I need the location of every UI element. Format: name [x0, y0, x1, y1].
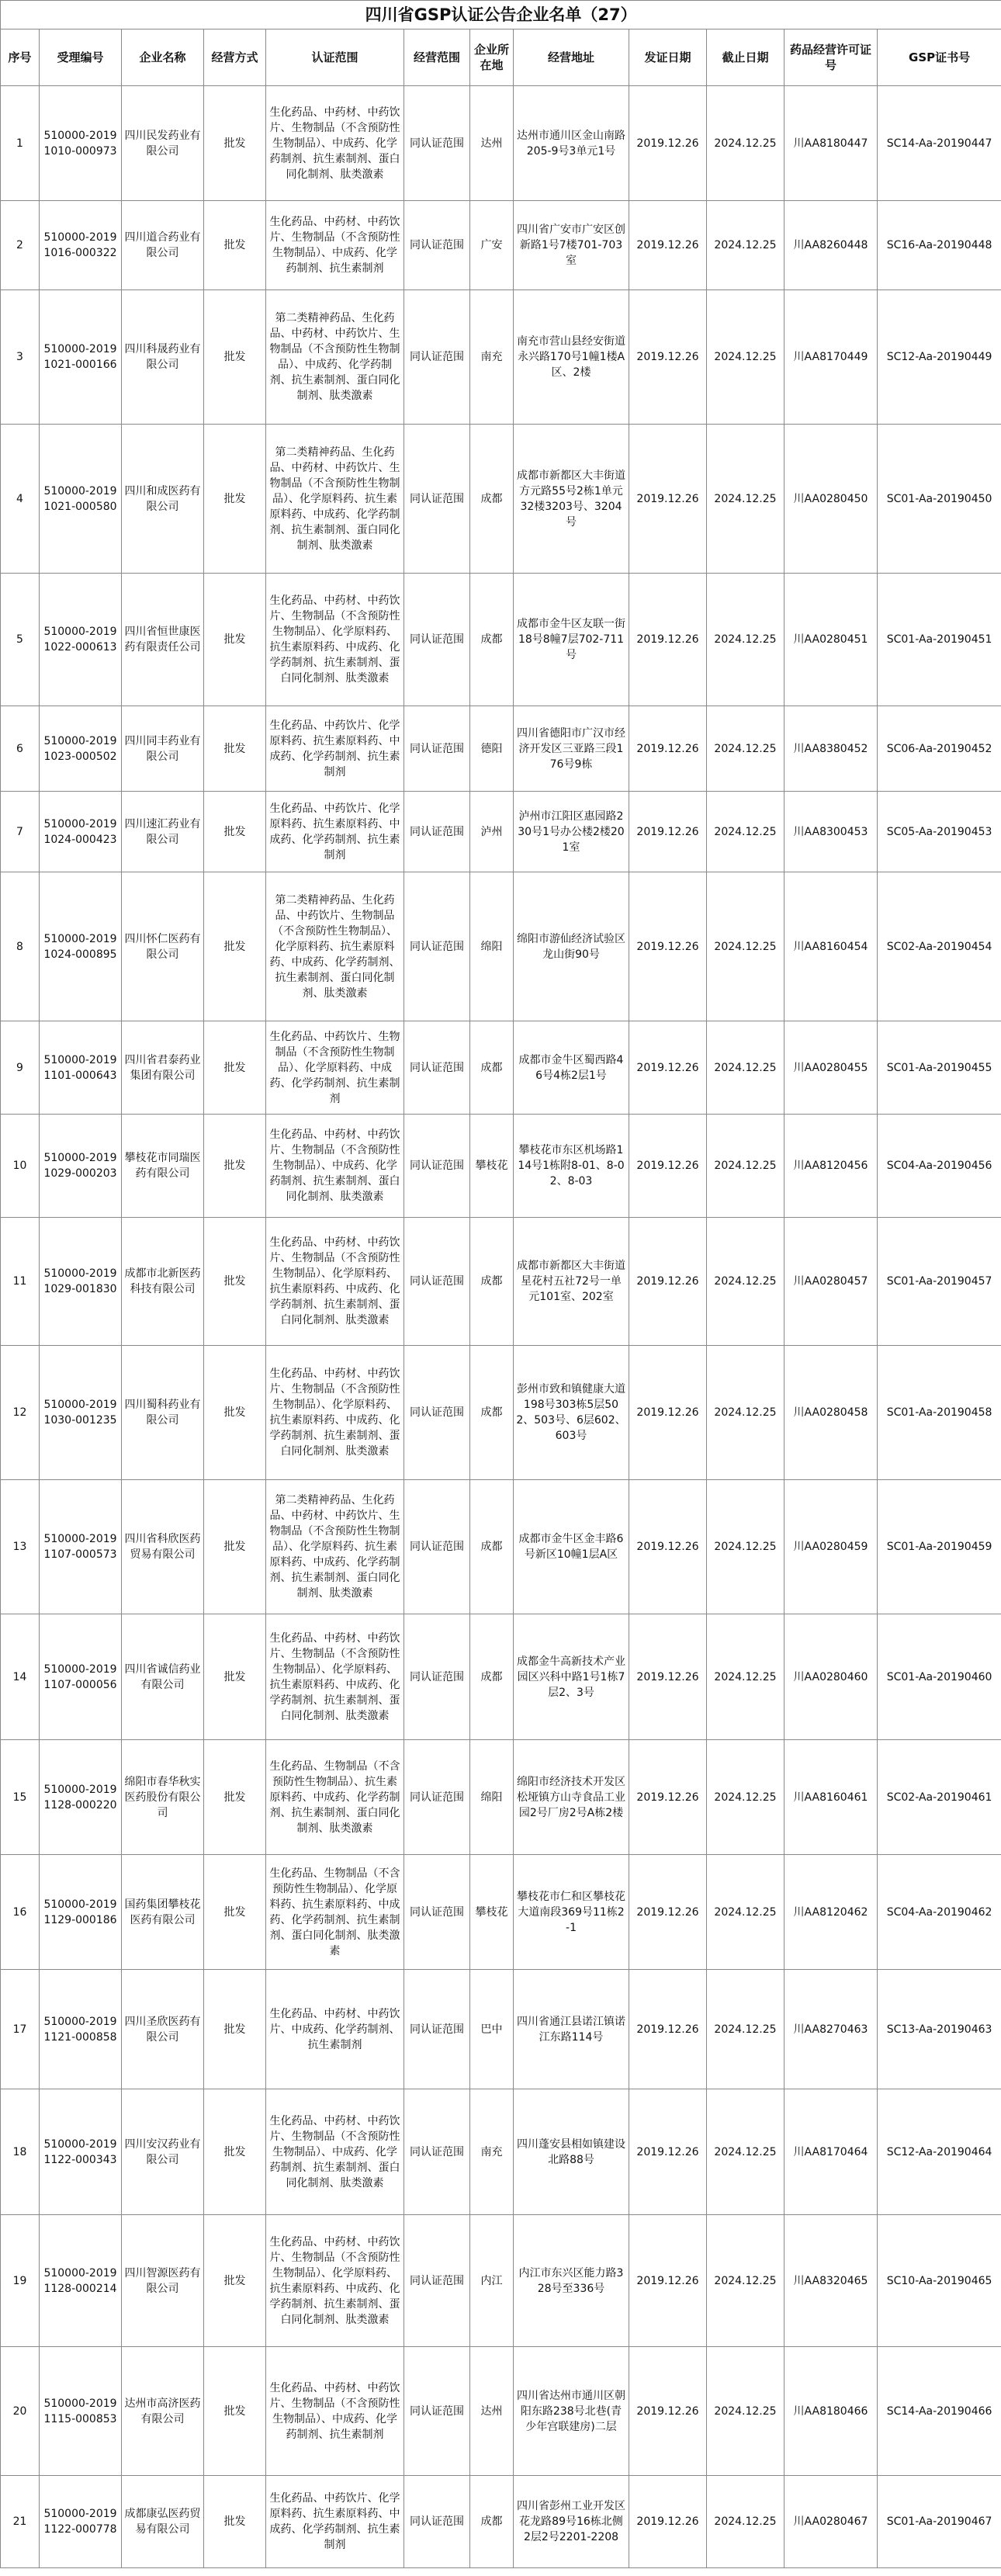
cell-address: 四川蓬安县相如镇建设北路88号 [514, 2089, 629, 2215]
cell-cert-scope: 生化药品、中药饮片、化学原料药、抗生素原料药、中成药、化学药制剂、抗生素制剂 [266, 792, 404, 872]
cell-accept-no: 510000-20191029-001830 [40, 1218, 122, 1346]
cell-city: 泸州 [470, 792, 514, 872]
cell-biz-scope: 同认证范围 [404, 1855, 470, 1970]
cell-biz-scope: 同认证范围 [404, 1970, 470, 2089]
cell-gsp-no: SC04-Aa-20190462 [878, 1855, 1001, 1970]
cell-accept-no: 510000-20191115-000853 [40, 2347, 122, 2476]
cell-city: 绵阳 [470, 872, 514, 1021]
table-row [1, 1115, 1001, 1218]
cell-no: 3 [1, 290, 40, 425]
cell-gsp-no: SC16-Aa-20190448 [878, 201, 1001, 290]
table-row [1, 872, 1001, 1021]
cell-cert-scope: 生化药品、生物制品（不含预防性生物制品）、化学原料药、抗生素原料药、中成药、化学药制剂、抗生素制剂、蛋白同化制剂、肽类激素 [266, 1855, 404, 1970]
cell-cert-scope: 生化药品、中药材、中药饮片、生物制品（不含预防性生物制品）、化学原料药、抗生素原料药、中成药、化学药制剂、抗生素制剂、蛋白同化制剂、肽类激素 [266, 1218, 404, 1346]
cell-mode: 批发 [204, 201, 266, 290]
cell-address: 泸州市江阳区惠园路230号1号办公楼2楼201室 [514, 792, 629, 872]
cell-biz-scope: 同认证范围 [404, 201, 470, 290]
cell-biz-scope: 同认证范围 [404, 1021, 470, 1115]
cell-city: 广安 [470, 201, 514, 290]
cell-address: 攀枝花市仁和区攀枝花大道南段369号11栋2-1 [514, 1855, 629, 1970]
cell-mode: 批发 [204, 706, 266, 792]
cell-cert-scope: 生化药品、中药材、中药饮片、生物制品（不含预防性生物制品）、中成药、化学药制剂、抗生素制剂、蛋白同化制剂、肽类激素 [266, 2089, 404, 2215]
cell-no: 10 [1, 1115, 40, 1218]
cell-biz-scope: 同认证范围 [404, 792, 470, 872]
table-row [1, 1614, 1001, 1740]
cell-license-no: 川AA0280458 [785, 1346, 878, 1480]
cell-company: 四川科晟药业有限公司 [122, 290, 204, 425]
cell-accept-no: 510000-20191121-000858 [40, 1970, 122, 2089]
cell-no: 17 [1, 1970, 40, 2089]
cell-address: 内江市东兴区能力路328号至336号 [514, 2215, 629, 2347]
cell-no: 1 [1, 86, 40, 201]
cell-license-no: 川AA8300453 [785, 792, 878, 872]
table-row [1, 1346, 1001, 1480]
cell-no: 19 [1, 2215, 40, 2347]
cell-address: 四川省通江县诺江镇诺江东路114号 [514, 1970, 629, 2089]
cell-address: 四川省达州市通川区朝阳东路238号北巷(青少年宫联建房)二层 [514, 2347, 629, 2476]
cell-expire-date: 2024.12.25 [707, 706, 785, 792]
cell-company: 四川道合药业有限公司 [122, 201, 204, 290]
cell-no: 18 [1, 2089, 40, 2215]
cell-license-no: 川AA0280450 [785, 425, 878, 574]
cell-no: 9 [1, 1021, 40, 1115]
cell-cert-scope: 生化药品、中药材、中药饮片、生物制品（不含预防性生物制品）、化学原料药、抗生素原料药、中成药、化学药制剂、抗生素制剂、蛋白同化制剂、肽类激素 [266, 1346, 404, 1480]
cell-license-no: 川AA8120456 [785, 1115, 878, 1218]
cell-issue-date: 2019.12.26 [629, 201, 707, 290]
cell-company: 四川安汉药业有限公司 [122, 2089, 204, 2215]
col-header-mode: 经营方式 [204, 29, 266, 86]
cell-license-no: 川AA8170464 [785, 2089, 878, 2215]
cell-expire-date: 2024.12.25 [707, 1855, 785, 1970]
cell-mode: 批发 [204, 2347, 266, 2476]
cell-address: 绵阳市游仙经济试验区龙山街90号 [514, 872, 629, 1021]
cell-issue-date: 2019.12.26 [629, 2215, 707, 2347]
cell-issue-date: 2019.12.26 [629, 574, 707, 706]
cell-city: 成都 [470, 1614, 514, 1740]
cell-biz-scope: 同认证范围 [404, 1346, 470, 1480]
cell-accept-no: 510000-20191024-000895 [40, 872, 122, 1021]
table-title: 四川省GSP认证公告企业名单（27） [1, 1, 1001, 29]
cell-accept-no: 510000-20191128-000220 [40, 1740, 122, 1855]
cell-gsp-no: SC01-Aa-20190467 [878, 2476, 1001, 2568]
cell-address: 达州市通川区金山南路205-9号3单元1号 [514, 86, 629, 201]
cell-mode: 批发 [204, 425, 266, 574]
cell-expire-date: 2024.12.25 [707, 2215, 785, 2347]
table-row [1, 2089, 1001, 2215]
cell-cert-scope: 生化药品、中药饮片、化学原料药、抗生素原料药、中成药、化学药制剂、抗生素制剂 [266, 2476, 404, 2568]
cell-accept-no: 510000-20191101-000643 [40, 1021, 122, 1115]
cell-biz-scope: 同认证范围 [404, 2347, 470, 2476]
cell-mode: 批发 [204, 86, 266, 201]
cell-mode: 批发 [204, 872, 266, 1021]
cell-cert-scope: 第二类精神药品、生化药品、中药饮片、生物制品（不含预防性生物制品）、化学原料药、抗生素原料药、中成药、化学药制剂、抗生素制剂、蛋白同化制剂、肽类激素 [266, 872, 404, 1021]
cell-gsp-no: SC01-Aa-20190455 [878, 1021, 1001, 1115]
cell-company: 国药集团攀枝花医药有限公司 [122, 1855, 204, 1970]
cell-issue-date: 2019.12.26 [629, 2347, 707, 2476]
col-header-no: 序号 [1, 29, 40, 86]
cell-cert-scope: 生化药品、中药材、中药饮片、生物制品（不含预防性生物制品）、中成药、化学药制剂、抗生素制剂、蛋白同化制剂、肽类激素 [266, 86, 404, 201]
cell-gsp-no: SC14-Aa-20190466 [878, 2347, 1001, 2476]
cell-gsp-no: SC01-Aa-20190450 [878, 425, 1001, 574]
cell-expire-date: 2024.12.25 [707, 574, 785, 706]
cell-license-no: 川AA0280455 [785, 1021, 878, 1115]
cell-accept-no: 510000-20191021-000580 [40, 425, 122, 574]
cell-mode: 批发 [204, 1970, 266, 2089]
cell-expire-date: 2024.12.25 [707, 425, 785, 574]
cell-biz-scope: 同认证范围 [404, 872, 470, 1021]
cell-gsp-no: SC13-Aa-20190463 [878, 1970, 1001, 2089]
cell-gsp-no: SC01-Aa-20190457 [878, 1218, 1001, 1346]
cell-no: 13 [1, 1480, 40, 1614]
cell-issue-date: 2019.12.26 [629, 2476, 707, 2568]
cell-license-no: 川AA8120462 [785, 1855, 878, 1970]
cell-expire-date: 2024.12.25 [707, 2347, 785, 2476]
cell-city: 成都 [470, 1021, 514, 1115]
cell-accept-no: 510000-20191024-000423 [40, 792, 122, 872]
cell-cert-scope: 第二类精神药品、生化药品、中药材、中药饮片、生物制品（不含预防性生物制品）、化学原料药、抗生素原料药、中成药、化学药制剂、抗生素制剂、蛋白同化制剂、肽类激素 [266, 425, 404, 574]
cell-city: 达州 [470, 86, 514, 201]
cell-gsp-no: SC02-Aa-20190454 [878, 872, 1001, 1021]
cell-license-no: 川AA0280457 [785, 1218, 878, 1346]
cell-mode: 批发 [204, 2476, 266, 2568]
table-row [1, 2215, 1001, 2347]
cell-address: 南充市营山县经安街道永兴路170号1幢1楼A区、2楼 [514, 290, 629, 425]
col-header-city: 企业所在地 [470, 29, 514, 86]
cell-license-no: 川AA8170449 [785, 290, 878, 425]
cell-company: 绵阳市春华秋实医药股份有限公司 [122, 1740, 204, 1855]
cell-issue-date: 2019.12.26 [629, 86, 707, 201]
table-row [1, 2347, 1001, 2476]
cell-license-no: 川AA8270463 [785, 1970, 878, 2089]
cell-gsp-no: SC02-Aa-20190461 [878, 1740, 1001, 1855]
cell-city: 巴中 [470, 1970, 514, 2089]
cell-mode: 批发 [204, 290, 266, 425]
cell-issue-date: 2019.12.26 [629, 792, 707, 872]
cell-accept-no: 510000-20191030-001235 [40, 1346, 122, 1480]
cell-issue-date: 2019.12.26 [629, 1346, 707, 1480]
cell-issue-date: 2019.12.26 [629, 1021, 707, 1115]
cell-cert-scope: 生化药品、中药材、中药饮片、生物制品（不含预防性生物制品）、化学原料药、抗生素原料药、中成药、化学药制剂、抗生素制剂、蛋白同化制剂、肽类激素 [266, 1614, 404, 1740]
cell-biz-scope: 同认证范围 [404, 290, 470, 425]
cell-no: 6 [1, 706, 40, 792]
table-row [1, 201, 1001, 290]
cell-biz-scope: 同认证范围 [404, 86, 470, 201]
cell-company: 四川蜀科药业有限公司 [122, 1346, 204, 1480]
cell-issue-date: 2019.12.26 [629, 425, 707, 574]
cell-cert-scope: 生化药品、中药材、中药饮片、生物制品（不含预防性生物制品）、中成药、化学药制剂、抗生素制剂 [266, 201, 404, 290]
cell-company: 四川速汇药业有限公司 [122, 792, 204, 872]
cell-city: 绵阳 [470, 1740, 514, 1855]
cell-accept-no: 510000-20191128-000214 [40, 2215, 122, 2347]
cell-biz-scope: 同认证范围 [404, 425, 470, 574]
cell-license-no: 川AA0280467 [785, 2476, 878, 2568]
cell-no: 15 [1, 1740, 40, 1855]
cell-accept-no: 510000-20191016-000322 [40, 201, 122, 290]
table-row [1, 1740, 1001, 1855]
cell-issue-date: 2019.12.26 [629, 872, 707, 1021]
col-header-accept-no: 受理编号 [40, 29, 122, 86]
cell-company: 成都康弘医药贸易有限公司 [122, 2476, 204, 2568]
cell-mode: 批发 [204, 2089, 266, 2215]
col-header-biz-scope: 经营范围 [404, 29, 470, 86]
cell-expire-date: 2024.12.25 [707, 1115, 785, 1218]
col-header-gsp-no: GSP证书号 [878, 29, 1001, 86]
cell-issue-date: 2019.12.26 [629, 1480, 707, 1614]
cell-company: 四川省科欣医药贸易有限公司 [122, 1480, 204, 1614]
cell-issue-date: 2019.12.26 [629, 706, 707, 792]
cell-cert-scope: 生化药品、中药饮片、化学原料药、抗生素原料药、中成药、化学药制剂、抗生素制剂 [266, 706, 404, 792]
table-row [1, 86, 1001, 201]
cell-company: 四川和成医药有限公司 [122, 425, 204, 574]
cell-gsp-no: SC05-Aa-20190453 [878, 792, 1001, 872]
cell-cert-scope: 生化药品、中药材、中药饮片、生物制品（不含预防性生物制品）、化学原料药、抗生素原料药、中成药、化学药制剂、抗生素制剂、蛋白同化制剂、肽类激素 [266, 2215, 404, 2347]
cell-address: 成都市新都区大丰街道星花村五社72号一单元101室、202室 [514, 1218, 629, 1346]
cell-no: 21 [1, 2476, 40, 2568]
cell-biz-scope: 同认证范围 [404, 574, 470, 706]
cell-company: 四川民发药业有限公司 [122, 86, 204, 201]
cell-biz-scope: 同认证范围 [404, 706, 470, 792]
cell-no: 14 [1, 1614, 40, 1740]
table-row [1, 1855, 1001, 1970]
cell-cert-scope: 第二类精神药品、生化药品、中药材、中药饮片、生物制品（不含预防性生物制品）、化学原料药、抗生素原料药、中成药、化学药制剂、抗生素制剂、蛋白同化制剂、肽类激素 [266, 1480, 404, 1614]
cell-no: 11 [1, 1218, 40, 1346]
cell-license-no: 川AA8160461 [785, 1740, 878, 1855]
cell-cert-scope: 生化药品、中药饮片、生物制品（不含预防性生物制品）、化学原料药、中成药、化学药制剂、抗生素制剂 [266, 1021, 404, 1115]
col-header-expire-date: 截止日期 [707, 29, 785, 86]
cell-cert-scope: 生化药品、中药材、中药饮片、生物制品（不含预防性生物制品）、化学原料药、抗生素原料药、中成药、化学药制剂、抗生素制剂、蛋白同化制剂、肽类激素 [266, 574, 404, 706]
cell-expire-date: 2024.12.25 [707, 290, 785, 425]
cell-expire-date: 2024.12.25 [707, 1346, 785, 1480]
cell-accept-no: 510000-20191010-000973 [40, 86, 122, 201]
table-row [1, 1021, 1001, 1115]
cell-accept-no: 510000-20191122-000778 [40, 2476, 122, 2568]
cell-cert-scope: 生化药品、中药材、中药饮片、中成药、化学药制剂、抗生素制剂 [266, 1970, 404, 2089]
cell-address: 成都市金牛区蜀西路46号4栋2层1号 [514, 1021, 629, 1115]
cell-license-no: 川AA0280459 [785, 1480, 878, 1614]
cell-address: 四川省德阳市广汉市经济开发区三亚路三段176号9栋 [514, 706, 629, 792]
cell-issue-date: 2019.12.26 [629, 1614, 707, 1740]
cell-expire-date: 2024.12.25 [707, 792, 785, 872]
cell-mode: 批发 [204, 792, 266, 872]
cell-mode: 批发 [204, 2215, 266, 2347]
cell-mode: 批发 [204, 574, 266, 706]
cell-expire-date: 2024.12.25 [707, 1614, 785, 1740]
cell-address: 成都市新都区大丰街道方元路55号2栋1单元32楼3203号、3204号 [514, 425, 629, 574]
cell-company: 四川智源医药有限公司 [122, 2215, 204, 2347]
cell-city: 成都 [470, 425, 514, 574]
cell-no: 8 [1, 872, 40, 1021]
cell-address: 成都金牛高新技术产业园区兴科中路1号1栋7层2、3号 [514, 1614, 629, 1740]
cell-license-no: 川AA8180447 [785, 86, 878, 201]
cell-cert-scope: 生化药品、中药材、中药饮片、生物制品（不含预防性生物制品）、中成药、化学药制剂、抗生素制剂、蛋白同化制剂、肽类激素 [266, 1115, 404, 1218]
cell-biz-scope: 同认证范围 [404, 2476, 470, 2568]
cell-cert-scope: 第二类精神药品、生化药品、中药材、中药饮片、生物制品（不含预防性生物制品）、中成药、化学药制剂、抗生素制剂、蛋白同化制剂、肽类激素 [266, 290, 404, 425]
cell-expire-date: 2024.12.25 [707, 1218, 785, 1346]
cell-expire-date: 2024.12.25 [707, 2089, 785, 2215]
cell-company: 四川圣欣医药有限公司 [122, 1970, 204, 2089]
cell-city: 德阳 [470, 706, 514, 792]
col-header-issue-date: 发证日期 [629, 29, 707, 86]
cell-accept-no: 510000-20191023-000502 [40, 706, 122, 792]
cell-gsp-no: SC01-Aa-20190460 [878, 1614, 1001, 1740]
cell-biz-scope: 同认证范围 [404, 1218, 470, 1346]
cell-mode: 批发 [204, 1218, 266, 1346]
cell-gsp-no: SC01-Aa-20190451 [878, 574, 1001, 706]
cell-accept-no: 510000-20191129-000186 [40, 1855, 122, 1970]
cell-city: 成都 [470, 1480, 514, 1614]
header-row [1, 29, 1001, 86]
cell-accept-no: 510000-20191029-000203 [40, 1115, 122, 1218]
cell-gsp-no: SC01-Aa-20190458 [878, 1346, 1001, 1480]
cell-accept-no: 510000-20191107-000056 [40, 1614, 122, 1740]
cell-no: 4 [1, 425, 40, 574]
col-header-address: 经营地址 [514, 29, 629, 86]
cell-gsp-no: SC04-Aa-20190456 [878, 1115, 1001, 1218]
cell-biz-scope: 同认证范围 [404, 2215, 470, 2347]
cell-mode: 批发 [204, 1480, 266, 1614]
cell-mode: 批发 [204, 1021, 266, 1115]
col-header-license-no: 药品经营许可证号 [785, 29, 878, 86]
cell-issue-date: 2019.12.26 [629, 1115, 707, 1218]
cell-accept-no: 510000-20191107-000573 [40, 1480, 122, 1614]
cell-company: 四川省君泰药业集团有限公司 [122, 1021, 204, 1115]
table-row [1, 425, 1001, 574]
cell-city: 攀枝花 [470, 1855, 514, 1970]
cell-biz-scope: 同认证范围 [404, 1480, 470, 1614]
cell-mode: 批发 [204, 1346, 266, 1480]
table-row [1, 1480, 1001, 1614]
cell-gsp-no: SC12-Aa-20190464 [878, 2089, 1001, 2215]
cell-biz-scope: 同认证范围 [404, 1614, 470, 1740]
cell-no: 7 [1, 792, 40, 872]
cell-city: 南充 [470, 290, 514, 425]
cell-gsp-no: SC12-Aa-20190449 [878, 290, 1001, 425]
cell-gsp-no: SC10-Aa-20190465 [878, 2215, 1001, 2347]
cell-license-no: 川AA0280451 [785, 574, 878, 706]
cell-city: 成都 [470, 1218, 514, 1346]
cell-address: 成都市金牛区金丰路6号新区10幢1层A区 [514, 1480, 629, 1614]
cell-license-no: 川AA8380452 [785, 706, 878, 792]
cell-company: 四川怀仁医药有限公司 [122, 872, 204, 1021]
table-row [1, 706, 1001, 792]
cell-city: 攀枝花 [470, 1115, 514, 1218]
cell-city: 内江 [470, 2215, 514, 2347]
cell-expire-date: 2024.12.25 [707, 1021, 785, 1115]
cell-expire-date: 2024.12.25 [707, 201, 785, 290]
cell-address: 绵阳市经济技术开发区松垭镇方山寺食品工业园2号厂房2号A栋2楼 [514, 1740, 629, 1855]
table-row [1, 792, 1001, 872]
cell-address: 四川省彭州工业开发区花龙路89号16栋北侧2层2号2201-2208 [514, 2476, 629, 2568]
cell-license-no: 川AA0280460 [785, 1614, 878, 1740]
cell-biz-scope: 同认证范围 [404, 2089, 470, 2215]
cell-company: 四川省恒世康医药有限责任公司 [122, 574, 204, 706]
table-row [1, 1970, 1001, 2089]
cell-license-no: 川AA8320465 [785, 2215, 878, 2347]
cell-address: 成都市金牛区友联一街18号8幢7层702-711号 [514, 574, 629, 706]
cell-city: 成都 [470, 574, 514, 706]
cell-gsp-no: SC14-Aa-20190447 [878, 86, 1001, 201]
cell-expire-date: 2024.12.25 [707, 1740, 785, 1855]
cell-issue-date: 2019.12.26 [629, 1740, 707, 1855]
cell-expire-date: 2024.12.25 [707, 872, 785, 1021]
cell-biz-scope: 同认证范围 [404, 1740, 470, 1855]
cell-no: 5 [1, 574, 40, 706]
cell-cert-scope: 生化药品、中药材、中药饮片、生物制品（不含预防性生物制品）、中成药、化学药制剂、抗生素制剂 [266, 2347, 404, 2476]
cell-city: 南充 [470, 2089, 514, 2215]
cell-no: 2 [1, 201, 40, 290]
cell-city: 成都 [470, 2476, 514, 2568]
cell-city: 达州 [470, 2347, 514, 2476]
table-row [1, 574, 1001, 706]
cell-accept-no: 510000-20191122-000343 [40, 2089, 122, 2215]
cell-company: 四川同丰药业有限公司 [122, 706, 204, 792]
cell-expire-date: 2024.12.25 [707, 1970, 785, 2089]
col-header-cert-scope: 认证范围 [266, 29, 404, 86]
cell-biz-scope: 同认证范围 [404, 1115, 470, 1218]
cell-mode: 批发 [204, 1740, 266, 1855]
cell-gsp-no: SC01-Aa-20190459 [878, 1480, 1001, 1614]
cell-issue-date: 2019.12.26 [629, 290, 707, 425]
cell-issue-date: 2019.12.26 [629, 1855, 707, 1970]
cell-company: 达州市高济医药有限公司 [122, 2347, 204, 2476]
cell-license-no: 川AA8160454 [785, 872, 878, 1021]
cell-mode: 批发 [204, 1115, 266, 1218]
cell-issue-date: 2019.12.26 [629, 1970, 707, 2089]
cell-issue-date: 2019.12.26 [629, 1218, 707, 1346]
cell-no: 12 [1, 1346, 40, 1480]
cell-mode: 批发 [204, 1614, 266, 1740]
cell-address: 四川省广安市广安区创新路1号7楼701-703室 [514, 201, 629, 290]
cell-expire-date: 2024.12.25 [707, 86, 785, 201]
col-header-company: 企业名称 [122, 29, 204, 86]
table-row [1, 1218, 1001, 1346]
cell-cert-scope: 生化药品、生物制品（不含预防性生物制品）、抗生素原料药、中成药、化学药制剂、抗生素制剂、蛋白同化制剂、肽类激素 [266, 1740, 404, 1855]
cell-company: 攀枝花市同瑞医药有限公司 [122, 1115, 204, 1218]
cell-mode: 批发 [204, 1855, 266, 1970]
cell-company: 成都市北新医药科技有限公司 [122, 1218, 204, 1346]
cell-gsp-no: SC06-Aa-20190452 [878, 706, 1001, 792]
cell-license-no: 川AA8180466 [785, 2347, 878, 2476]
cell-accept-no: 510000-20191022-000613 [40, 574, 122, 706]
cell-issue-date: 2019.12.26 [629, 2089, 707, 2215]
table-row [1, 2476, 1001, 2568]
cell-no: 16 [1, 1855, 40, 1970]
cell-license-no: 川AA8260448 [785, 201, 878, 290]
cell-expire-date: 2024.12.25 [707, 2476, 785, 2568]
cell-company: 四川省诚信药业有限公司 [122, 1614, 204, 1740]
cell-accept-no: 510000-20191021-000166 [40, 290, 122, 425]
table-row [1, 290, 1001, 425]
cell-expire-date: 2024.12.25 [707, 1480, 785, 1614]
cell-city: 成都 [470, 1346, 514, 1480]
cell-no: 20 [1, 2347, 40, 2476]
cell-address: 彭州市致和镇健康大道198号303栋5层502、503号、6层602、603号 [514, 1346, 629, 1480]
cell-address: 攀枝花市东区机场路114号1栋附8-01、8-02、8-03 [514, 1115, 629, 1218]
